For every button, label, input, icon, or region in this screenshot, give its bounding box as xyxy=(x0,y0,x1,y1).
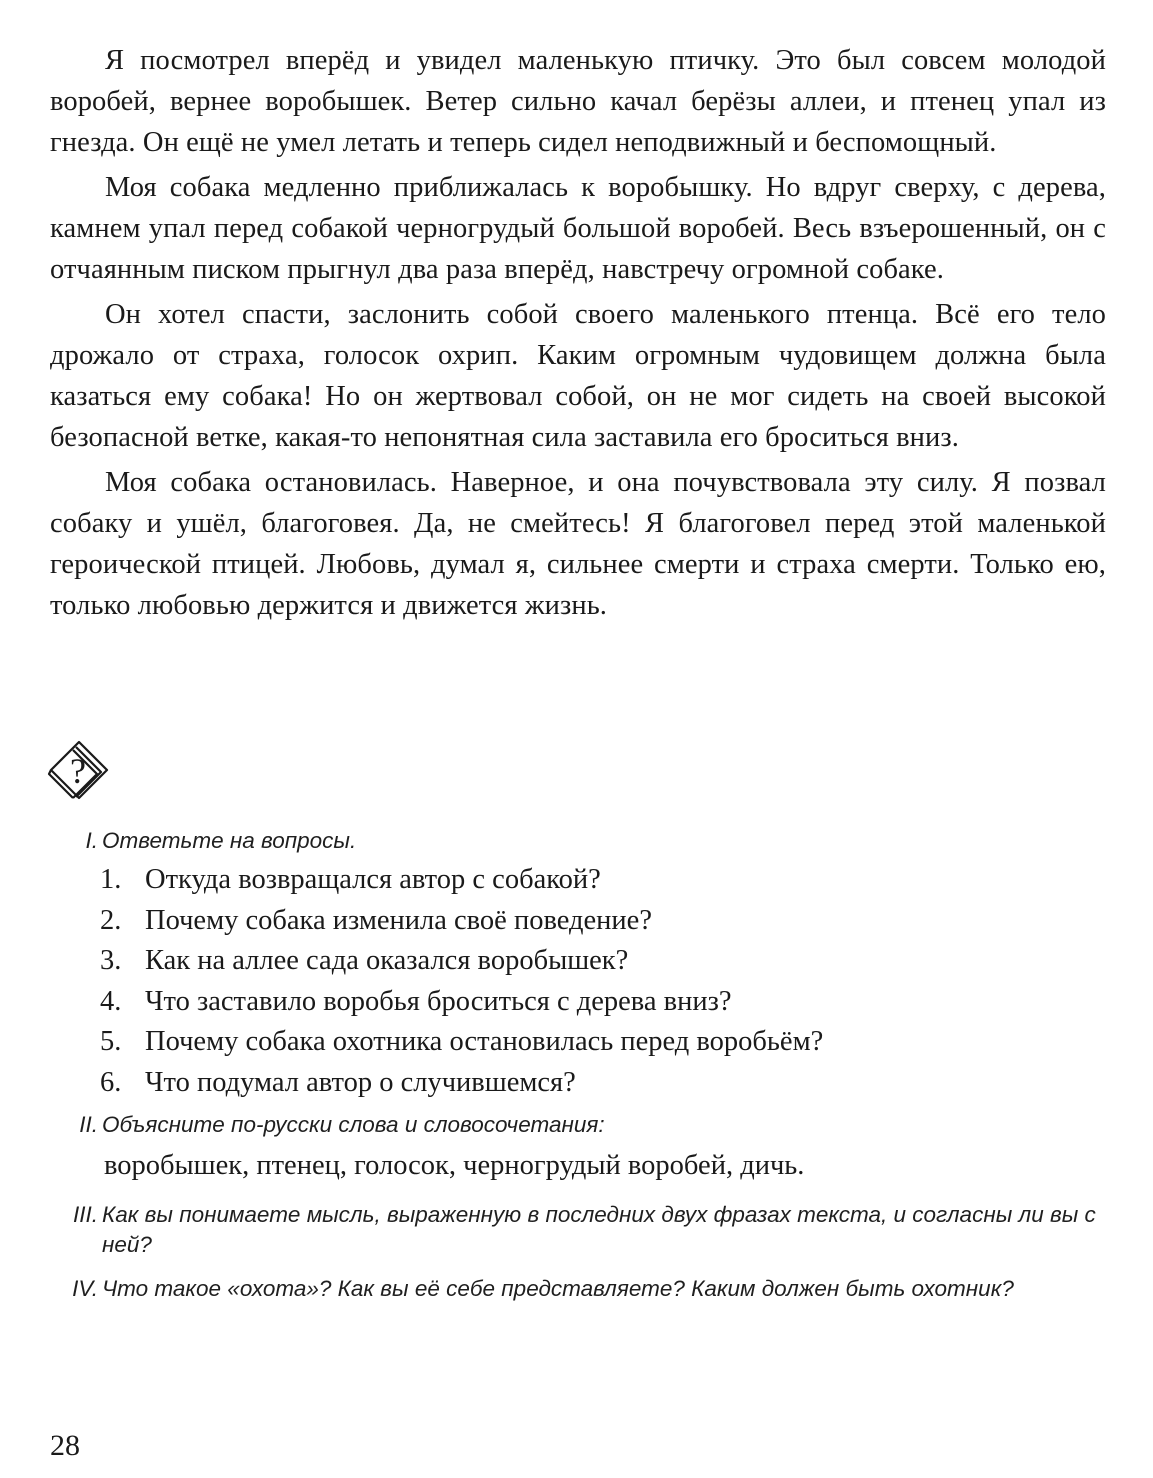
task-heading xyxy=(50,1200,1106,1260)
task-number: I. xyxy=(85,828,98,853)
exercise-section xyxy=(50,826,1106,1304)
list-item xyxy=(100,1063,1106,1104)
task-text: Как вы понимаете мысль, выраженную в последних двух фразах текста, и согласны ли вы с ней? xyxy=(102,1201,1096,1257)
question-text: Как на аллее сада оказался воробышек? xyxy=(145,945,629,977)
question-text: Откуда возвращался автор с собакой? xyxy=(145,864,601,895)
question-text: Почему собака изменила своё поведение? xyxy=(145,904,652,936)
question-mark-icon xyxy=(46,737,112,803)
task-text: Что такое «охота»? Как вы её себе представляете? Каким должен быть охотник? xyxy=(102,1275,1014,1301)
story-paragraph: Моя собака медленно приближалась к воробышку. Но вдруг сверху, с дерева, камнем упал перед собакой черногрудый большой воробей. Весь взъерошенный, он с отчаянным писком прыгнул два раза вперёд, навстречу огромной собаке. xyxy=(50,172,1106,285)
task-text: Ответьте на вопросы. xyxy=(102,828,357,853)
task-heading xyxy=(50,1274,1106,1304)
task-number: III. xyxy=(72,1201,98,1227)
story-paragraph: Моя собака остановилась. Наверное, и она почувствовала эту силу. Я позвал собаку и ушёл, благоговея. Да, не смейтесь! Я благоговел перед этой маленькой героической птицей. Любовь, думал я, сильнее смерти и страха смерти. Только ею, только любовью держится и движется жизнь. xyxy=(50,467,1106,621)
task-heading xyxy=(50,1110,1106,1140)
task-number: II. xyxy=(79,1111,98,1137)
question-number: 6. xyxy=(100,1066,122,1098)
question-text: Что подумал автор о случившемся? xyxy=(145,1066,576,1098)
vocabulary-words: воробышек, птенец, голосок, черногрудый воробей, дичь. xyxy=(104,1149,805,1181)
question-number: 5. xyxy=(100,1026,122,1058)
question-number: 4. xyxy=(100,985,122,1017)
question-text: Что заставило воробья броситься с дерева вниз? xyxy=(145,985,732,1017)
list-item xyxy=(100,941,1106,982)
svg-text:?: ? xyxy=(70,751,86,791)
question-text: Почему собака охотника остановилась перед воробьём? xyxy=(145,1026,824,1058)
list-item xyxy=(100,901,1106,942)
list-item xyxy=(100,860,1106,901)
task-number: IV. xyxy=(72,1275,98,1301)
list-item xyxy=(100,982,1106,1023)
page-number: 28 xyxy=(50,1429,80,1462)
question-number: 3. xyxy=(100,945,122,977)
list-item xyxy=(100,1022,1106,1063)
story-paragraph: Он хотел спасти, заслонить собой своего маленького птенца. Всё его тело дрожало от страха, голосок охрип. Каким огромным чудовищем должна была казаться ему собака! Но он жертвовал собой, он не мог сидеть на своей высокой безопасной ветке, какая-то непонятная сила заставила его броситься вниз. xyxy=(50,299,1106,453)
task-heading xyxy=(50,826,1106,856)
question-number: 2. xyxy=(100,904,122,936)
task-text: Объясните по-русски слова и словосочетания: xyxy=(102,1111,605,1137)
story-text xyxy=(50,40,1106,630)
question-diamond-icon xyxy=(46,737,112,803)
question-number: 1. xyxy=(100,864,122,895)
question-list xyxy=(100,860,1106,1104)
story-paragraph: Я посмотрел вперёд и увидел маленькую птичку. Это был совсем молодой воробей, вернее воробышек. Ветер сильно качал берёзы аллеи, и птенец упал из гнезда. Он ещё не умел летать и теперь сидел неподвижный и беспомощный. xyxy=(50,45,1106,158)
